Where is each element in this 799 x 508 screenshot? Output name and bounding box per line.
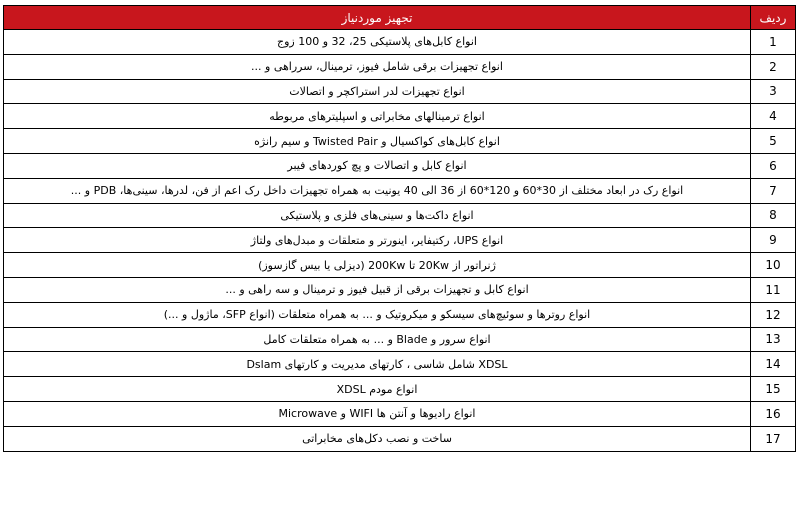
equipment-description: انواع روترها و سوئیچ‌های سیسکو و میکروتیک و ... به همراه متعلقات (انواع SFP، ماژول و ...) <box>4 302 751 327</box>
table-row <box>4 352 796 377</box>
equipment-description: انواع داکت‌ها و سینی‌های فلزی و پلاستیکی <box>4 203 751 228</box>
equipment-table <box>3 5 796 452</box>
row-number: 10 <box>751 253 796 278</box>
equipment-description: انواع کابل و اتصالات و پچ کوردهای فیبر <box>4 153 751 178</box>
row-number: 2 <box>751 54 796 79</box>
row-number: 14 <box>751 352 796 377</box>
table-row <box>4 203 796 228</box>
row-number: 12 <box>751 302 796 327</box>
equipment-description: انواع رادیوها و آنتن ها WIFI و Microwave <box>4 401 751 426</box>
table-row <box>4 327 796 352</box>
row-number: 5 <box>751 129 796 154</box>
table-row <box>4 302 796 327</box>
equipment-description: XDSL شامل شاسی ، کارتهای مدیریت و کارتهای Dslam <box>4 352 751 377</box>
equipment-description: انواع سرور و Blade و ... به همراه متعلقات کامل <box>4 327 751 352</box>
row-number: 15 <box>751 377 796 402</box>
row-number: 13 <box>751 327 796 352</box>
equipment-description: انواع تجهیزات لدر استراکچر و اتصالات <box>4 79 751 104</box>
row-number: 16 <box>751 401 796 426</box>
row-number: 7 <box>751 178 796 203</box>
table-row <box>4 79 796 104</box>
equipment-description: انواع UPS، رکتیفایر، اینورتر و متعلقات و مبدل‌های ولتاژ <box>4 228 751 253</box>
equipment-description: انواع تجهیزات برقی شامل فیوز، ترمینال، سرراهی و ... <box>4 54 751 79</box>
row-number: 11 <box>751 277 796 302</box>
equipment-description: ژنراتور از 20Kw تا 200Kw (دیزلی یا بیس گازسوز) <box>4 253 751 278</box>
row-number: 6 <box>751 153 796 178</box>
table-row <box>4 377 796 402</box>
equipment-description: ساخت و نصب دکل‌های مخابراتی <box>4 426 751 451</box>
equipment-description: انواع کابل‌های پلاستیکی 25، 32 و 100 زوج <box>4 30 751 55</box>
table-row <box>4 129 796 154</box>
equipment-description: انواع کابل و تجهیزات برقی از قبیل فیوز و ترمینال و سه راهی و ... <box>4 277 751 302</box>
equipment-description: انواع ترمینالهای مخابراتی و اسپلیترهای مربوطه <box>4 104 751 129</box>
equipment-description: انواع کابل‌های کواکسیال و Twisted Pair و سیم رانژه <box>4 129 751 154</box>
table-row <box>4 277 796 302</box>
table-row <box>4 178 796 203</box>
table-row <box>4 401 796 426</box>
table-row <box>4 228 796 253</box>
table-row <box>4 54 796 79</box>
equipment-description: انواع مودم XDSL <box>4 377 751 402</box>
header-row <box>4 6 796 30</box>
table-row <box>4 253 796 278</box>
table-row <box>4 426 796 451</box>
table-row <box>4 153 796 178</box>
row-number: 3 <box>751 79 796 104</box>
table-row <box>4 104 796 129</box>
row-number-header: ردیف <box>751 6 796 30</box>
table-row <box>4 30 796 55</box>
row-number: 17 <box>751 426 796 451</box>
row-number: 1 <box>751 30 796 55</box>
equipment-header: تجهیز موردنیاز <box>4 6 751 30</box>
row-number: 4 <box>751 104 796 129</box>
row-number: 9 <box>751 228 796 253</box>
row-number: 8 <box>751 203 796 228</box>
equipment-description: انواع رک در ابعاد مختلف از 30*60 و 120*60 از 36 الی 40 یونیت به همراه تجهیزات داخل رک اعم از فن، لدرها، سینی‌ها، PDB و ... <box>4 178 751 203</box>
